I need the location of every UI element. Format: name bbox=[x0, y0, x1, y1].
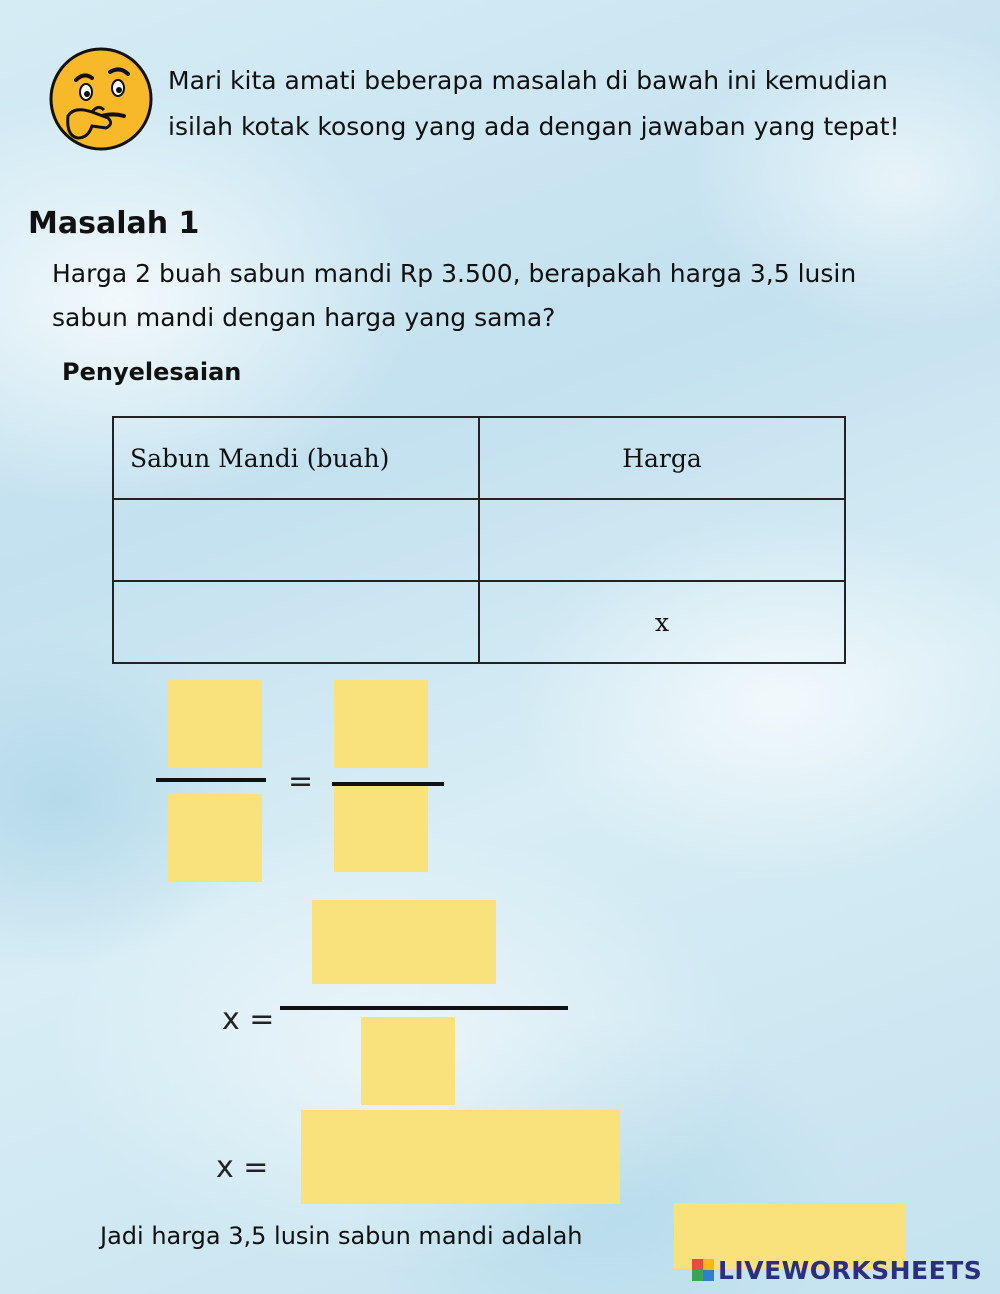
solution-title: Penyelesaian bbox=[62, 358, 242, 386]
liveworksheets-logo-text: LIVEWORKSHEETS bbox=[718, 1255, 983, 1285]
problem-statement bbox=[52, 252, 952, 340]
fraction-right-numerator-box[interactable] bbox=[334, 680, 428, 768]
equals-sign: = bbox=[288, 764, 314, 799]
table-cell-price-1[interactable] bbox=[479, 499, 845, 581]
conclusion-text: Jadi harga 3,5 lusin sabun mandi adalah bbox=[100, 1222, 583, 1250]
liveworksheets-logo bbox=[692, 1254, 982, 1286]
problem-title: Masalah 1 bbox=[28, 206, 200, 241]
table-row bbox=[113, 499, 845, 581]
problem-line-2: sabun mandi dengan harga yang sama? bbox=[52, 303, 556, 332]
x-result-box[interactable] bbox=[301, 1110, 620, 1204]
table-cell-price-2: x bbox=[479, 581, 845, 663]
fraction-left-denominator-box[interactable] bbox=[168, 794, 262, 882]
table-cell-soap-2[interactable] bbox=[113, 581, 479, 663]
proportion-table bbox=[112, 416, 846, 664]
table-header-row bbox=[113, 417, 845, 499]
table-row bbox=[113, 581, 845, 663]
instructions-line-2: isilah kotak kosong yang ada dengan jawaban yang tepat! bbox=[168, 112, 900, 141]
fraction-right-denominator-box[interactable] bbox=[334, 786, 428, 872]
x-equals-label-1: x = bbox=[222, 1002, 275, 1037]
liveworksheets-logo-icon bbox=[692, 1259, 714, 1281]
table-cell-soap-1[interactable] bbox=[113, 499, 479, 581]
instructions bbox=[168, 58, 968, 150]
fraction-left-numerator-box[interactable] bbox=[168, 680, 262, 768]
x-fraction-bar bbox=[280, 1006, 568, 1010]
x-fraction-numerator-box[interactable] bbox=[312, 900, 496, 984]
thinking-face-icon bbox=[48, 46, 154, 152]
table-header-soap: Sabun Mandi (buah) bbox=[113, 417, 479, 499]
problem-line-1: Harga 2 buah sabun mandi Rp 3.500, berapakah harga 3,5 lusin bbox=[52, 259, 857, 288]
table-header-price: Harga bbox=[479, 417, 845, 499]
instructions-line-1: Mari kita amati beberapa masalah di bawah ini kemudian bbox=[168, 66, 888, 95]
x-equals-label-2: x = bbox=[216, 1150, 269, 1185]
x-fraction-denominator-box[interactable] bbox=[361, 1017, 455, 1105]
fraction-left-bar bbox=[156, 778, 266, 782]
